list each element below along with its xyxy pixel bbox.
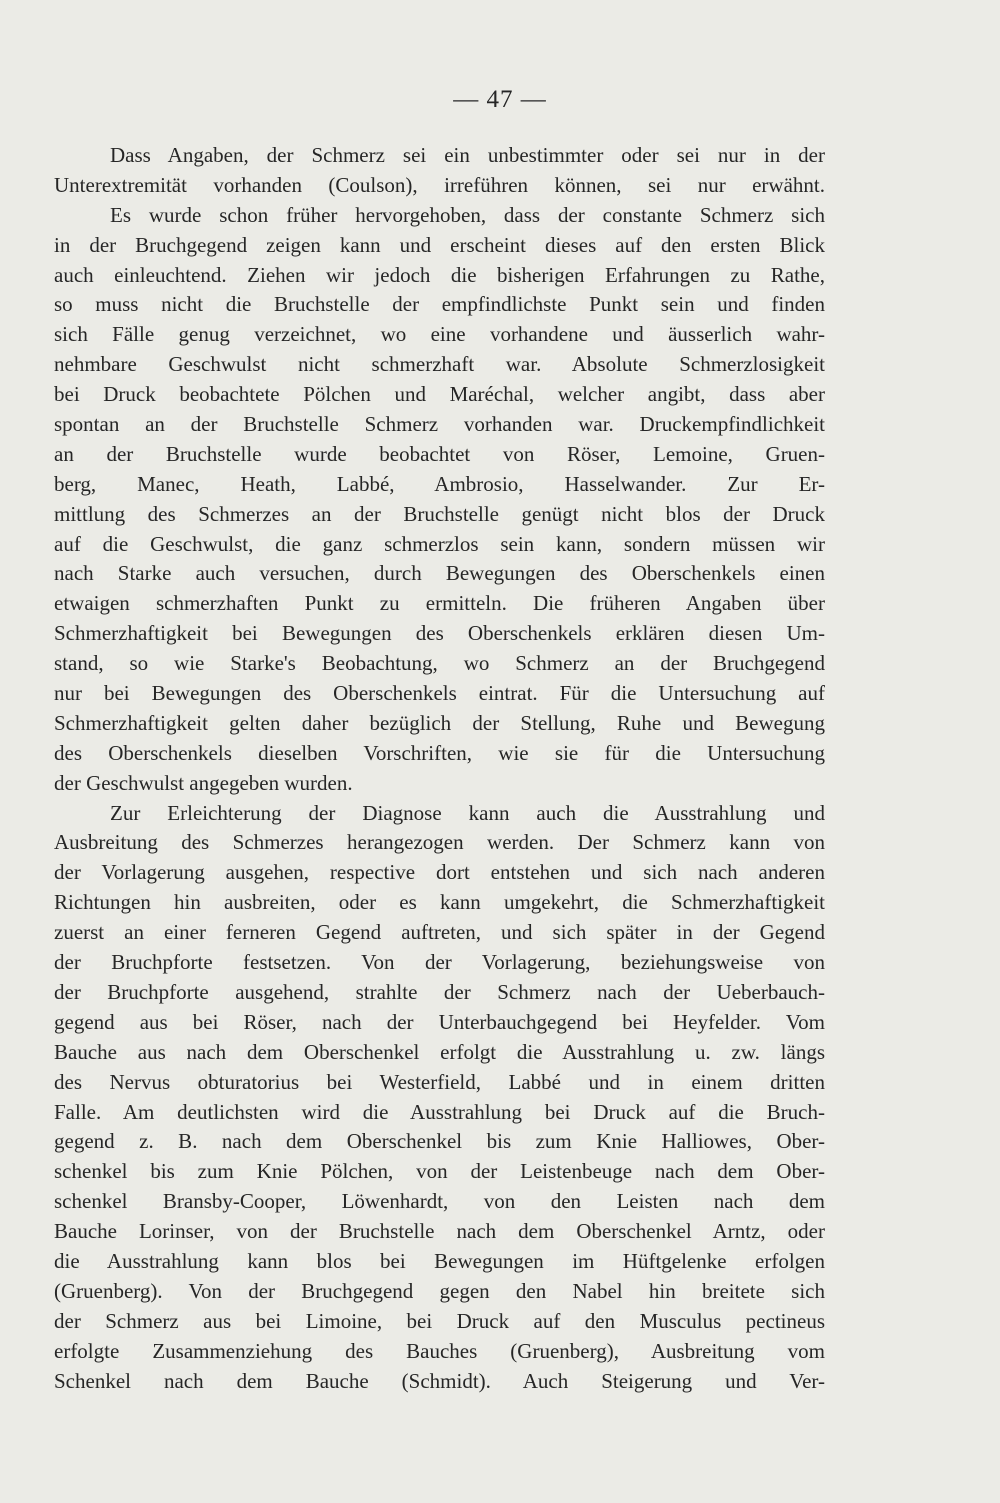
- text-line: Schmerzhaftigkeit gelten daher bezüglich der Stellung, Ruhe und Bewegung: [54, 710, 825, 735]
- text-line: berg, Manec, Heath, Labbé, Ambrosio, Hasselwander. Zur Er-: [54, 471, 825, 496]
- text-line: der Vorlagerung ausgehen, respective dort entstehen und sich nach anderen: [54, 860, 825, 885]
- text-line: zuerst an einer ferneren Gegend auftreten, und sich später in der Gegend: [54, 920, 825, 945]
- text-line: Zur Erleichterung der Diagnose kann auch die Ausstrahlung und: [110, 800, 825, 825]
- text-line: stand, so wie Starke's Beobachtung, wo Schmerz an der Bruchgegend: [54, 651, 825, 676]
- text-line: des Oberschenkels dieselben Vorschriften, wie sie für die Untersuchung: [54, 740, 825, 765]
- text-line: Es wurde schon früher hervorgehoben, dass der constante Schmerz sich: [110, 202, 825, 227]
- text-line: mittlung des Schmerzes an der Bruchstelle genügt nicht blos der Druck: [54, 501, 825, 526]
- text-line: Schenkel nach dem Bauche (Schmidt). Auch Steigerung und Ver-: [54, 1368, 825, 1393]
- text-line: Falle. Am deutlichsten wird die Ausstrahlung bei Druck auf die Bruch-: [54, 1099, 825, 1124]
- text-line: der Schmerz aus bei Limoine, bei Druck auf den Musculus pectineus: [54, 1308, 825, 1333]
- text-line: die Ausstrahlung kann blos bei Bewegungen im Hüftgelenke erfolgen: [54, 1248, 825, 1273]
- text-line: auch einleuchtend. Ziehen wir jedoch die bisherigen Erfahrungen zu Rathe,: [54, 262, 825, 287]
- text-line: Bauche Lorinser, von der Bruchstelle nach dem Oberschenkel Arntz, oder: [54, 1219, 825, 1244]
- text-line: gegend aus bei Röser, nach der Unterbauchgegend bei Heyfelder. Vom: [54, 1009, 825, 1034]
- text-line: nehmbare Geschwulst nicht schmerzhaft war. Absolute Schmerzlosigkeit: [54, 352, 825, 377]
- text-line: nur bei Bewegungen des Oberschenkels eintrat. Für die Untersuchung auf: [54, 681, 825, 706]
- text-line: Richtungen hin ausbreiten, oder es kann umgekehrt, die Schmerzhaftigkeit: [54, 890, 825, 915]
- text-line: in der Bruchgegend zeigen kann und erscheint dieses auf den ersten Blick: [54, 232, 825, 257]
- text-line: auf die Geschwulst, die ganz schmerzlos sein kann, sondern müssen wir: [54, 531, 825, 556]
- text-line: Dass Angaben, der Schmerz sei ein unbestimmter oder sei nur in der: [110, 143, 825, 167]
- text-line: Ausbreitung des Schmerzes herangezogen werden. Der Schmerz kann von: [54, 830, 825, 855]
- text-line: gegend z. B. nach dem Oberschenkel bis zum Knie Halliowes, Ober-: [54, 1129, 825, 1154]
- text-line: an der Bruchstelle wurde beobachtet von Röser, Lemoine, Gruen-: [54, 441, 825, 466]
- text-line: der Bruchpforte festsetzen. Von der Vorlagerung, beziehungsweise von: [54, 950, 825, 975]
- text-line: so muss nicht die Bruchstelle der empfindlichste Punkt sein und finden: [54, 292, 825, 317]
- text-line: Unterextremität vorhanden (Coulson), irreführen können, sei nur erwähnt.: [54, 172, 825, 197]
- text-line: Schmerzhaftigkeit bei Bewegungen des Oberschenkels erklären diesen Um-: [54, 621, 825, 646]
- text-line: sich Fälle genug verzeichnet, wo eine vorhandene und äusserlich wahr-: [54, 322, 825, 347]
- text-line: etwaigen schmerzhaften Punkt zu ermitteln. Die früheren Angaben über: [54, 591, 825, 616]
- text-line: (Gruenberg). Von der Bruchgegend gegen den Nabel hin breitete sich: [54, 1278, 825, 1303]
- text-line: der Geschwulst angegeben wurden.: [54, 770, 353, 795]
- text-line: nach Starke auch versuchen, durch Bewegungen des Oberschenkels einen: [54, 561, 825, 586]
- body-text: [54, 141, 825, 1396]
- page-number: — 47 —: [453, 86, 547, 113]
- text-line: des Nervus obturatorius bei Westerfield, Labbé und in einem dritten: [54, 1069, 825, 1094]
- text-line: der Bruchpforte ausgehend, strahlte der Schmerz nach der Ueberbauch-: [54, 979, 825, 1004]
- text-line: Bauche aus nach dem Oberschenkel erfolgt die Ausstrahlung u. zw. längs: [54, 1039, 825, 1064]
- text-line: schenkel bis zum Knie Pölchen, von der Leistenbeuge nach dem Ober-: [54, 1159, 825, 1184]
- text-line: schenkel Bransby-Cooper, Löwenhardt, von den Leisten nach dem: [54, 1189, 825, 1214]
- text-line: bei Druck beobachtete Pölchen und Maréchal, welcher angibt, dass aber: [54, 382, 825, 407]
- text-line: spontan an der Bruchstelle Schmerz vorhanden war. Druckempfindlichkeit: [54, 412, 825, 437]
- text-line: erfolgte Zusammenziehung des Bauches (Gruenberg), Ausbreitung vom: [54, 1338, 825, 1363]
